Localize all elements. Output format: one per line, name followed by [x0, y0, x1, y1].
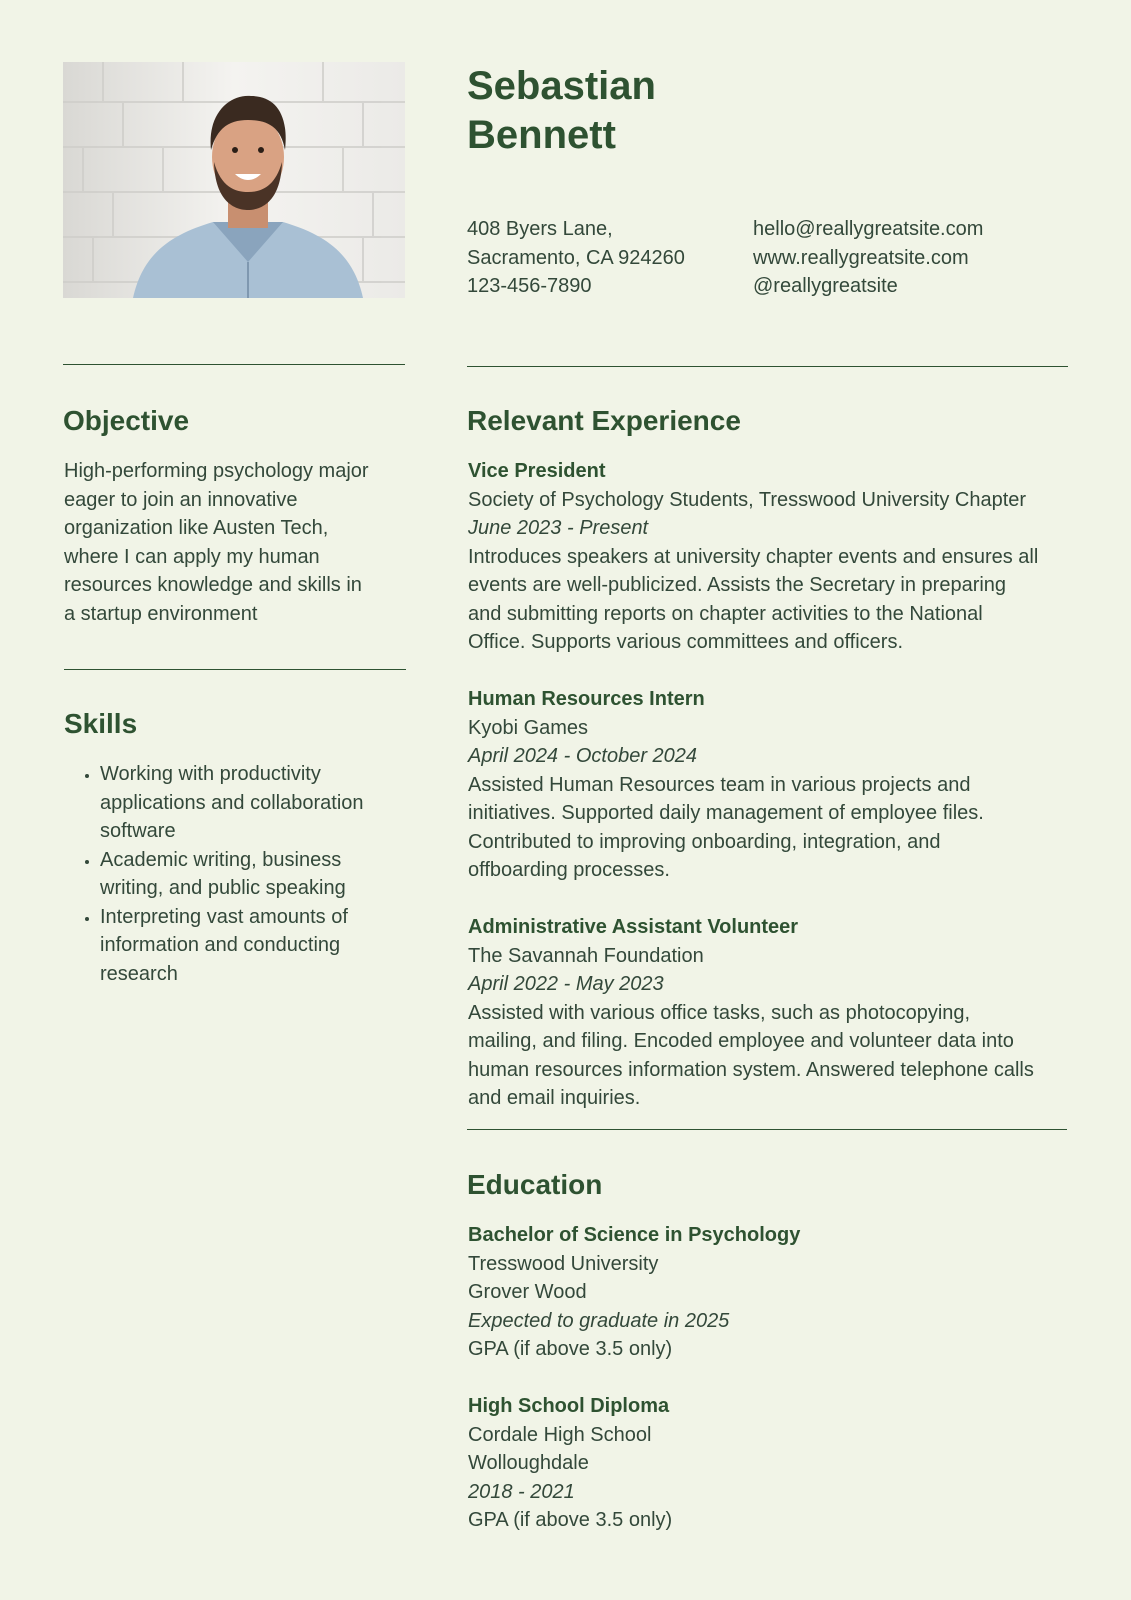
name-first: Sebastian: [467, 64, 656, 108]
job-entry: [468, 913, 1088, 1113]
skill-line: information and conducting: [100, 934, 341, 956]
job-title: Human Resources Intern: [468, 688, 705, 710]
objective-line: eager to join an innovative: [64, 488, 298, 511]
school: Tresswood University: [468, 1252, 659, 1275]
skill-line: research: [100, 962, 178, 985]
job-desc-line: events are well-publicized. Assists the Secretary in preparing: [468, 574, 1007, 596]
objective-text: [64, 457, 409, 628]
job-title: Vice President: [468, 460, 606, 482]
divider: [63, 364, 405, 365]
job-desc-line: Introduces speakers at university chapter events and ensures all: [468, 545, 1039, 568]
contact-address: [467, 215, 685, 301]
education-entry: [468, 1221, 1088, 1364]
objective-line: organization like Austen Tech,: [64, 517, 329, 539]
job-org: The Savannah Foundation: [468, 944, 704, 967]
job-entry: [468, 685, 1088, 885]
skill-line: applications and collaboration: [100, 791, 364, 814]
gpa: GPA (if above 3.5 only): [468, 1338, 673, 1360]
objective-line: resources knowledge and skills in: [64, 574, 362, 596]
divider: [64, 669, 406, 670]
education-list: [468, 1221, 1088, 1535]
skill-line: • Interpreting vast amounts of: [100, 905, 348, 928]
skill-item: [100, 903, 409, 989]
address-line: 408 Byers Lane,: [467, 218, 613, 240]
gpa: GPA (if above 3.5 only): [468, 1509, 673, 1531]
divider: [467, 1129, 1067, 1130]
school-location: Grover Wood: [468, 1281, 587, 1303]
objective-line: where I can apply my human: [64, 545, 320, 568]
education-dates: Expected to graduate in 2025: [468, 1309, 730, 1332]
job-desc-line: mailing, and filing. Encoded employee and volunteer data into: [468, 1030, 1014, 1052]
education-heading: Education: [467, 1169, 603, 1200]
job-entry: [468, 457, 1088, 657]
job-desc-line: Contributed to improving onboarding, integration, and: [468, 830, 941, 853]
experience-list: [468, 457, 1088, 1113]
job-desc-line: Assisted with various office tasks, such as photocopying,: [468, 1001, 971, 1024]
skill-item: [100, 760, 409, 846]
website-link[interactable]: www.reallygreatsite.com: [753, 246, 969, 269]
social-handle[interactable]: @reallygreatsite: [753, 275, 898, 297]
objective-line: High-performing psychology major: [64, 460, 369, 482]
job-desc-line: initiatives. Supported daily management of employee files.: [468, 802, 984, 824]
objective-heading: Objective: [63, 405, 190, 436]
skills-heading: Skills: [64, 708, 138, 739]
job-desc-line: Office. Supports various committees and officers.: [468, 631, 904, 653]
school: Cordale High School: [468, 1423, 652, 1446]
divider: [467, 366, 1068, 367]
job-title: Administrative Assistant Volunteer: [468, 916, 799, 938]
skill-line: • Working with productivity: [100, 763, 321, 785]
school-location: Wolloughdale: [468, 1452, 589, 1474]
skill-item: [100, 846, 409, 903]
job-org: Society of Psychology Students, Tresswood University Chapter: [468, 488, 1027, 511]
address-city: Sacramento, CA 924260: [467, 246, 685, 269]
job-desc-line: and email inquiries.: [468, 1087, 641, 1109]
skill-line: • Academic writing, business: [100, 848, 342, 871]
name-last: Bennett: [467, 113, 616, 157]
education-entry: [468, 1392, 1088, 1535]
job-desc-line: Assisted Human Resources team in various projects and: [468, 773, 971, 796]
job-desc-line: human resources information system. Answered telephone calls: [468, 1058, 1034, 1081]
contact-online: [753, 215, 983, 301]
education-dates: 2018 - 2021: [468, 1480, 575, 1503]
job-desc-line: offboarding processes.: [468, 859, 670, 881]
skill-line: software: [100, 820, 176, 842]
degree: High School Diploma: [468, 1395, 670, 1417]
skills-list: [64, 760, 409, 988]
profile-photo: [63, 62, 405, 298]
email-link[interactable]: hello@reallygreatsite.com: [753, 218, 984, 240]
skill-line: writing, and public speaking: [100, 877, 346, 899]
candidate-name: [467, 62, 1087, 160]
objective-line: a startup environment: [64, 602, 258, 625]
job-desc-line: and submitting reports on chapter activities to the National: [468, 602, 983, 625]
job-dates: June 2023 - Present: [468, 517, 649, 539]
degree: Bachelor of Science in Psychology: [468, 1224, 801, 1246]
job-dates: April 2024 - October 2024: [468, 745, 698, 767]
experience-heading: Relevant Experience: [467, 405, 741, 436]
job-org: Kyobi Games: [468, 716, 589, 739]
phone-number: 123-456-7890: [467, 275, 592, 297]
job-dates: April 2022 - May 2023: [468, 973, 664, 995]
